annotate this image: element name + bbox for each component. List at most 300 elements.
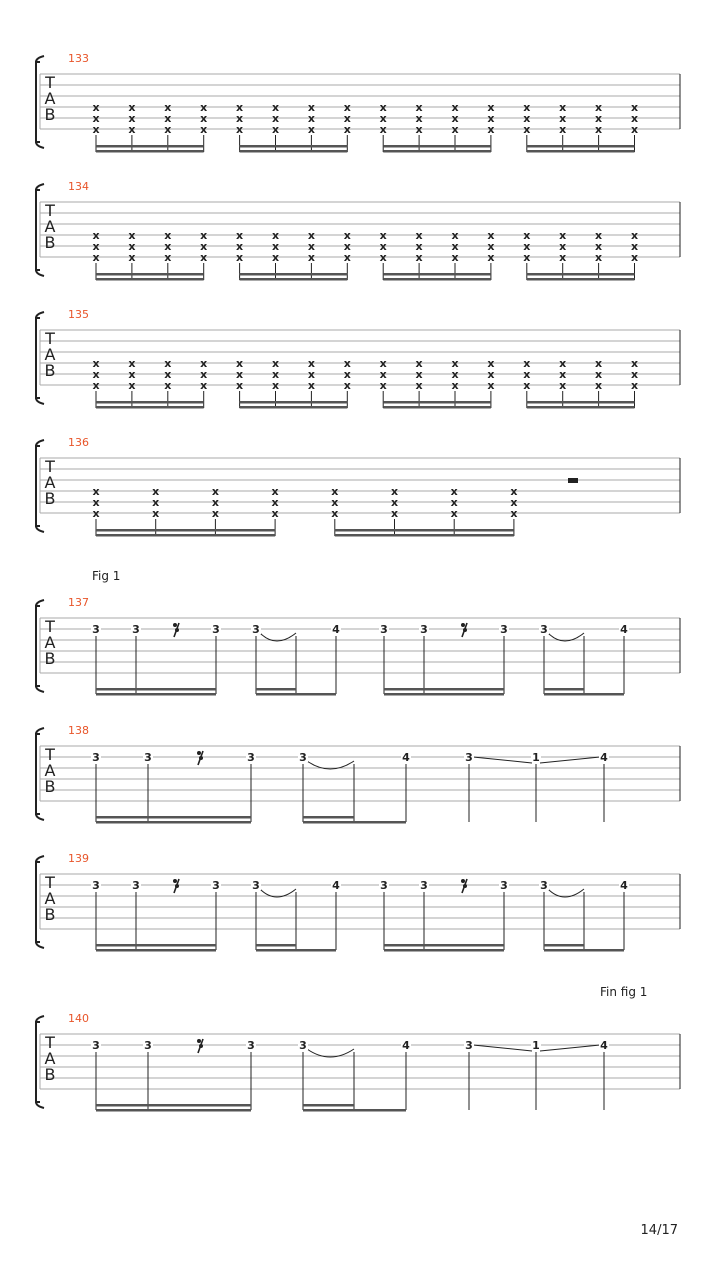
rest-dot	[173, 879, 177, 883]
beam	[96, 534, 275, 537]
muted-note: x	[379, 123, 387, 136]
muted-note: x	[92, 251, 100, 264]
fret-number: 3	[465, 751, 473, 764]
beam	[96, 688, 216, 691]
tab-clef-letter: T	[45, 617, 55, 636]
muted-note: x	[128, 357, 136, 370]
fret-number: 4	[402, 751, 410, 764]
muted-note: x	[271, 368, 280, 381]
tab-clef-letter: T	[45, 457, 55, 476]
muted-note: x	[271, 357, 280, 370]
muted-note: x	[379, 379, 387, 392]
rest-dot	[197, 751, 201, 755]
muted-note: x	[451, 101, 459, 114]
muted-note: x	[523, 357, 531, 370]
muted-note: x	[450, 485, 458, 498]
muted-note: x	[630, 357, 639, 370]
muted-note: x	[343, 101, 351, 114]
muted-note: x	[523, 251, 531, 264]
muted-note: x	[200, 357, 208, 370]
half-rest	[568, 478, 578, 483]
muted-note: x	[559, 379, 567, 392]
muted-note: x	[331, 496, 339, 509]
measure-number: 140	[68, 1012, 89, 1025]
muted-note: x	[200, 240, 208, 253]
beam	[384, 688, 504, 691]
tab-clef-letter: B	[44, 489, 56, 508]
muted-note: x	[200, 251, 208, 264]
beam	[384, 944, 504, 947]
beam	[383, 278, 491, 281]
muted-note: x	[271, 379, 280, 392]
muted-note: x	[164, 357, 172, 370]
muted-note: x	[379, 112, 387, 125]
muted-note: x	[343, 251, 351, 264]
tab-clef-letter: T	[45, 745, 55, 764]
muted-note: x	[307, 101, 315, 114]
fret-number: 4	[620, 623, 628, 636]
muted-note: x	[559, 112, 567, 125]
fret-number: 3	[92, 1039, 100, 1052]
fret-number: 3	[92, 751, 100, 764]
muted-note: x	[164, 240, 172, 253]
beam	[96, 529, 275, 532]
beam	[544, 693, 624, 696]
muted-note: x	[415, 379, 423, 392]
system-bracket	[36, 446, 40, 526]
tab-system-140	[36, 1012, 680, 1112]
muted-note: x	[487, 379, 495, 392]
beam	[96, 145, 204, 148]
fret-number: 3	[92, 623, 100, 636]
fret-number: 3	[132, 623, 140, 636]
muted-note: x	[595, 101, 603, 114]
system-bracket	[36, 190, 40, 270]
muted-note: x	[451, 368, 459, 381]
fret-number: 4	[620, 879, 628, 892]
muted-note: x	[630, 101, 639, 114]
slide-line	[540, 1045, 600, 1051]
muted-note: x	[487, 101, 495, 114]
fret-number: 3	[132, 879, 140, 892]
beam	[96, 273, 204, 276]
muted-note: x	[523, 112, 531, 125]
muted-note: x	[271, 229, 280, 242]
muted-note: x	[415, 101, 423, 114]
beam	[96, 949, 216, 952]
muted-note: x	[390, 485, 399, 498]
beam	[256, 949, 336, 952]
beam	[240, 406, 348, 409]
muted-note: x	[379, 229, 387, 242]
tab-clef-letter: B	[44, 233, 56, 252]
beam	[96, 944, 216, 947]
muted-note: x	[559, 357, 567, 370]
fret-number: 3	[144, 1039, 152, 1052]
fret-number: 3	[252, 623, 260, 636]
muted-note: x	[128, 123, 136, 136]
fret-number: 3	[465, 1039, 473, 1052]
tab-system-136	[36, 436, 680, 537]
tab-clef-letter: A	[44, 473, 56, 492]
system-bracket	[36, 62, 40, 142]
muted-note: x	[271, 240, 280, 253]
beam	[96, 150, 204, 153]
muted-note: x	[487, 240, 495, 253]
muted-note: x	[236, 101, 244, 114]
system-bracket	[36, 734, 40, 814]
muted-note: x	[390, 496, 399, 509]
rest-dot	[463, 884, 467, 888]
muted-note: x	[595, 251, 603, 264]
muted-note: x	[630, 229, 639, 242]
muted-note: x	[630, 251, 639, 264]
muted-note: x	[379, 251, 387, 264]
beam	[240, 278, 348, 281]
beam	[96, 693, 216, 696]
tab-systems	[36, 52, 680, 1112]
fret-number: 1	[532, 1039, 540, 1052]
measure-number: 139	[68, 852, 89, 865]
tab-clef-letter: B	[44, 361, 56, 380]
muted-note: x	[595, 379, 603, 392]
muted-note: x	[307, 123, 315, 136]
beam	[527, 150, 635, 153]
muted-note: x	[200, 123, 208, 136]
muted-note: x	[487, 123, 495, 136]
muted-note: x	[559, 101, 567, 114]
muted-note: x	[559, 240, 567, 253]
rest-dot	[199, 1044, 203, 1048]
fret-number: 3	[540, 879, 548, 892]
muted-note: x	[92, 368, 100, 381]
muted-note: x	[271, 123, 280, 136]
beam	[96, 278, 204, 281]
muted-note: x	[343, 229, 351, 242]
fret-number: 3	[299, 751, 307, 764]
muted-note: x	[630, 379, 639, 392]
rest-dot	[199, 756, 203, 760]
muted-note: x	[415, 112, 423, 125]
fret-number: 3	[380, 623, 388, 636]
muted-note: x	[451, 379, 459, 392]
muted-note: x	[271, 112, 280, 125]
fret-number: 3	[212, 879, 220, 892]
muted-note: x	[379, 368, 387, 381]
muted-note: x	[152, 507, 160, 520]
muted-note: x	[630, 112, 639, 125]
tab-clef-letter: T	[45, 1033, 55, 1052]
rest-dot	[175, 884, 179, 888]
beam	[335, 529, 514, 532]
muted-note: x	[164, 101, 172, 114]
muted-note: x	[487, 357, 495, 370]
muted-note: x	[211, 507, 219, 520]
muted-note: x	[236, 357, 244, 370]
fret-number: 3	[500, 623, 508, 636]
fret-number: 3	[420, 879, 428, 892]
fig-start-annotation: Fig 1	[92, 569, 121, 583]
beam	[240, 150, 348, 153]
muted-note: x	[128, 251, 136, 264]
fret-number: 4	[600, 751, 608, 764]
muted-note: x	[559, 368, 567, 381]
beam	[527, 273, 635, 276]
muted-note: x	[92, 229, 100, 242]
tab-clef-letter: T	[45, 201, 55, 220]
beam	[527, 145, 635, 148]
muted-note: x	[379, 240, 387, 253]
system-bracket	[36, 862, 40, 942]
muted-note: x	[271, 507, 279, 520]
tab-clef-letter: B	[44, 777, 56, 796]
muted-note: x	[236, 368, 244, 381]
muted-note: x	[487, 229, 495, 242]
fret-number: 3	[500, 879, 508, 892]
muted-note: x	[343, 357, 351, 370]
muted-note: x	[451, 251, 459, 264]
fret-number: 3	[380, 879, 388, 892]
measure-number: 133	[68, 52, 89, 65]
tab-clef-letter: A	[44, 345, 56, 364]
measure-number: 138	[68, 724, 89, 737]
fret-number: 3	[144, 751, 152, 764]
muted-note: x	[236, 240, 244, 253]
beam	[383, 273, 491, 276]
fret-number: 3	[92, 879, 100, 892]
beam	[96, 401, 204, 404]
muted-note: x	[510, 507, 518, 520]
muted-note: x	[164, 112, 172, 125]
system-bracket	[36, 606, 40, 686]
system-bracket	[36, 318, 40, 398]
muted-note: x	[415, 229, 423, 242]
beam	[256, 944, 296, 947]
muted-note: x	[164, 251, 172, 264]
beam	[383, 406, 491, 409]
muted-note: x	[415, 251, 423, 264]
muted-note: x	[523, 229, 531, 242]
muted-note: x	[236, 123, 244, 136]
muted-note: x	[164, 379, 172, 392]
tab-clef-letter: A	[44, 889, 56, 908]
muted-note: x	[307, 379, 315, 392]
rest-dot	[173, 623, 177, 627]
muted-note: x	[236, 251, 244, 264]
fret-number: 4	[402, 1039, 410, 1052]
muted-note: x	[307, 240, 315, 253]
beam	[384, 949, 504, 952]
muted-note: x	[331, 507, 339, 520]
muted-note: x	[595, 229, 603, 242]
tab-clef-letter: A	[44, 761, 56, 780]
muted-note: x	[236, 229, 244, 242]
fret-number: 3	[252, 879, 260, 892]
muted-note: x	[164, 123, 172, 136]
muted-note: x	[451, 229, 459, 242]
muted-note: x	[200, 112, 208, 125]
muted-note: x	[211, 496, 219, 509]
fret-number: 3	[540, 623, 548, 636]
beam	[96, 821, 251, 824]
slide-line	[473, 757, 532, 763]
muted-note: x	[271, 251, 280, 264]
muted-note: x	[164, 368, 172, 381]
fret-number: 3	[247, 751, 255, 764]
muted-note: x	[271, 485, 279, 498]
beam	[303, 821, 406, 824]
muted-note: x	[128, 379, 136, 392]
beam	[384, 693, 504, 696]
beam	[383, 145, 491, 148]
slide-line	[540, 757, 600, 763]
fig-end-annotation: Fin fig 1	[600, 985, 648, 999]
fret-number: 3	[247, 1039, 255, 1052]
muted-note: x	[415, 368, 423, 381]
beam	[544, 944, 584, 947]
muted-note: x	[630, 240, 639, 253]
muted-note: x	[92, 112, 100, 125]
muted-note: x	[128, 240, 136, 253]
muted-note: x	[559, 229, 567, 242]
tab-system-134	[36, 180, 680, 281]
tab-clef-letter: T	[45, 873, 55, 892]
muted-note: x	[595, 368, 603, 381]
muted-note: x	[510, 485, 518, 498]
muted-note: x	[379, 357, 387, 370]
tab-clef-letter: B	[44, 649, 56, 668]
beam	[303, 1104, 354, 1107]
muted-note: x	[271, 496, 279, 509]
tab-clef-letter: A	[44, 217, 56, 236]
muted-note: x	[415, 357, 423, 370]
muted-note: x	[92, 357, 100, 370]
muted-note: x	[595, 357, 603, 370]
tab-system-137	[36, 596, 680, 696]
muted-note: x	[559, 123, 567, 136]
beam	[96, 1109, 251, 1112]
fret-number: 1	[532, 751, 540, 764]
beam	[240, 273, 348, 276]
muted-note: x	[487, 251, 495, 264]
rest-dot	[461, 879, 465, 883]
tab-clef-letter: A	[44, 1049, 56, 1068]
beam	[96, 816, 251, 819]
tab-clef-letter: B	[44, 105, 56, 124]
muted-note: x	[128, 368, 136, 381]
rest-dot	[461, 623, 465, 627]
muted-note: x	[451, 240, 459, 253]
fret-number: 4	[332, 623, 340, 636]
muted-note: x	[307, 368, 315, 381]
muted-note: x	[200, 379, 208, 392]
fret-number: 3	[299, 1039, 307, 1052]
muted-note: x	[390, 507, 399, 520]
muted-note: x	[595, 123, 603, 136]
muted-note: x	[379, 101, 387, 114]
muted-note: x	[343, 240, 351, 253]
beam	[256, 693, 336, 696]
rest-dot	[463, 628, 467, 632]
beam	[335, 534, 514, 537]
muted-note: x	[487, 368, 495, 381]
muted-note: x	[200, 368, 208, 381]
fret-number: 4	[600, 1039, 608, 1052]
beam	[383, 150, 491, 153]
slide-line	[473, 1045, 532, 1051]
tab-system-135	[36, 308, 680, 409]
page-number: 14/17	[640, 1223, 678, 1238]
muted-note: x	[451, 357, 459, 370]
muted-note: x	[307, 112, 315, 125]
muted-note: x	[236, 379, 244, 392]
muted-note: x	[595, 112, 603, 125]
muted-note: x	[92, 379, 100, 392]
measure-number: 136	[68, 436, 89, 449]
measure-number: 137	[68, 596, 89, 609]
muted-note: x	[451, 112, 459, 125]
fret-number: 3	[420, 623, 428, 636]
muted-note: x	[450, 496, 458, 509]
tab-system-138	[36, 724, 680, 824]
muted-note: x	[271, 101, 280, 114]
rest-dot	[197, 1039, 201, 1043]
muted-note: x	[630, 123, 639, 136]
muted-note: x	[128, 229, 136, 242]
muted-note: x	[92, 240, 100, 253]
muted-note: x	[343, 112, 351, 125]
beam	[303, 1109, 406, 1112]
muted-note: x	[595, 240, 603, 253]
muted-note: x	[200, 229, 208, 242]
beam	[527, 278, 635, 281]
muted-note: x	[451, 123, 459, 136]
muted-note: x	[92, 507, 100, 520]
muted-note: x	[307, 357, 315, 370]
muted-note: x	[92, 485, 100, 498]
muted-note: x	[523, 123, 531, 136]
muted-note: x	[152, 496, 160, 509]
muted-note: x	[415, 240, 423, 253]
muted-note: x	[343, 123, 351, 136]
muted-note: x	[343, 379, 351, 392]
beam	[527, 401, 635, 404]
muted-note: x	[523, 379, 531, 392]
fret-number: 4	[332, 879, 340, 892]
muted-note: x	[152, 485, 160, 498]
muted-note: x	[92, 101, 100, 114]
beam	[256, 688, 296, 691]
tab-system-139	[36, 852, 680, 952]
tab-system-133	[36, 52, 680, 153]
muted-note: x	[92, 123, 100, 136]
muted-note: x	[200, 101, 208, 114]
rest-dot	[175, 628, 179, 632]
beam	[240, 401, 348, 404]
muted-note: x	[450, 507, 458, 520]
muted-note: x	[331, 485, 339, 498]
measure-number: 134	[68, 180, 89, 193]
muted-note: x	[523, 240, 531, 253]
muted-note: x	[523, 101, 531, 114]
muted-note: x	[523, 368, 531, 381]
measure-number: 135	[68, 308, 89, 321]
muted-note: x	[307, 251, 315, 264]
muted-note: x	[487, 112, 495, 125]
beam	[96, 406, 204, 409]
beam	[240, 145, 348, 148]
fret-number: 3	[212, 623, 220, 636]
